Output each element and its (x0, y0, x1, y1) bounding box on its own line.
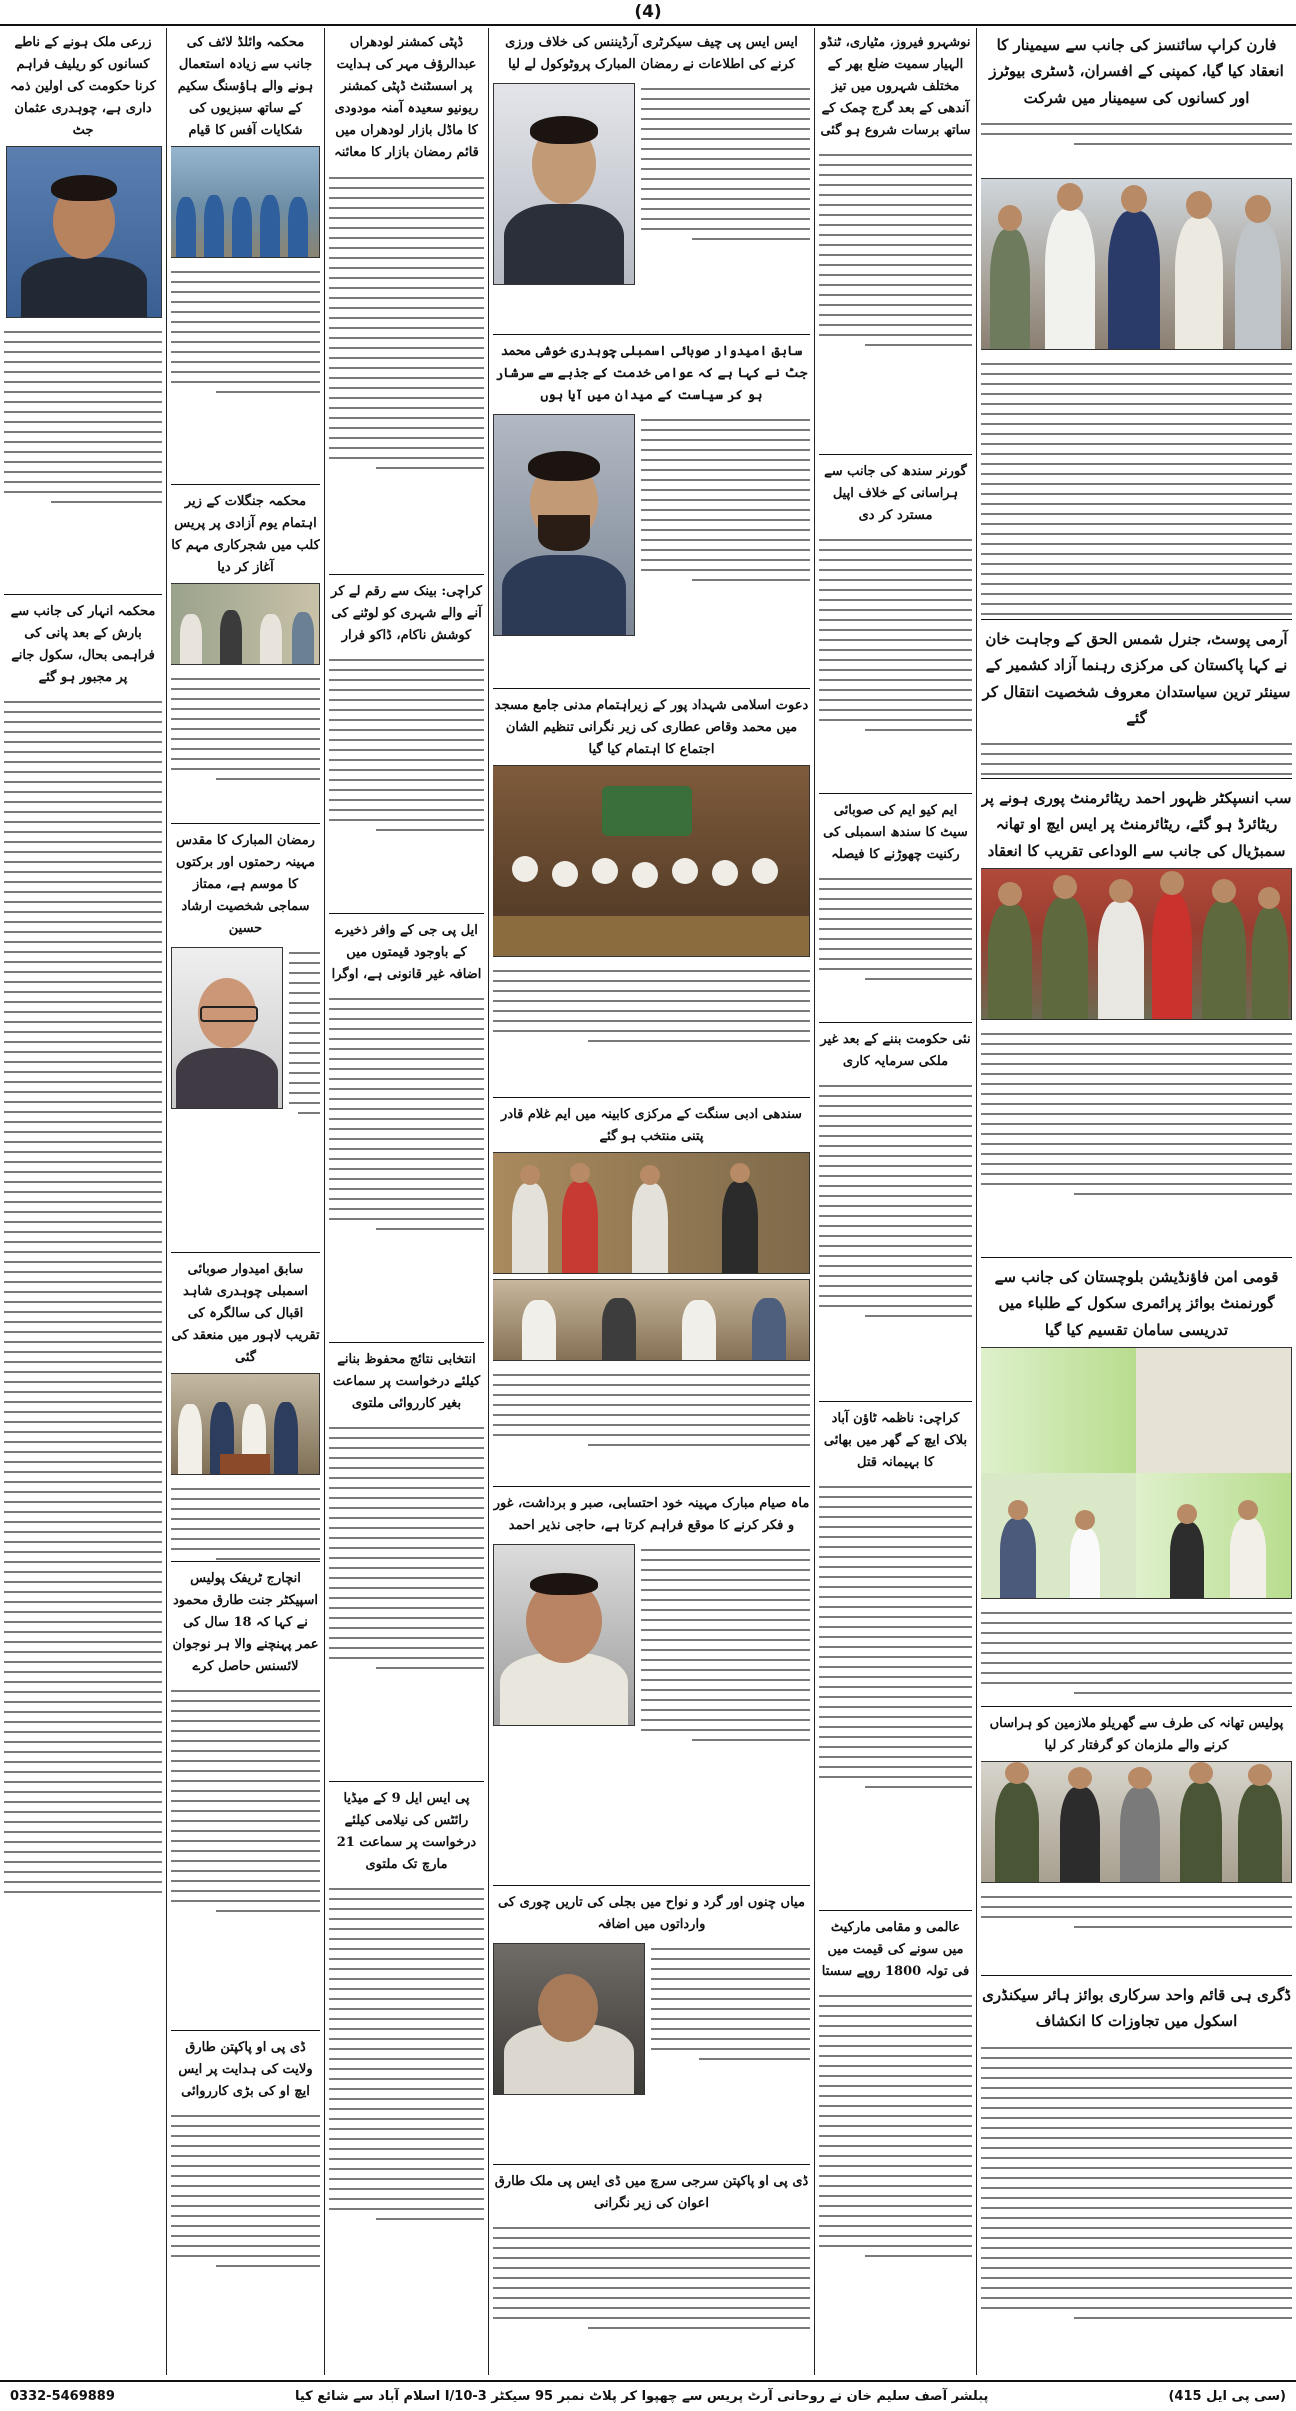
story (819, 30, 972, 455)
headline: انتخابی نتائج محفوظ بنانے کیلئے درخواست پر سماعت بغیر کارروائی ملتوی (332, 1352, 481, 1412)
headline: سابق امیدوار صوبائی اسمبلی چوہدری خوشی محمد جٹ نے کہا ہے کہ عوامی خدمت کے جذبے سے سرشار ہو کر سیاست کے میدان میں آیا ہوں (495, 344, 808, 404)
story (981, 624, 1292, 779)
article-body (651, 1940, 810, 2120)
photo-collage (981, 1347, 1292, 1599)
headline: ماہ صیام مبارک مہینہ خود احتسابی، صبر و برداشت، غور و فکر کرنے کا موقع فراہم کرتا ہے، حاجی نذیر احمد (493, 1496, 810, 1534)
story (819, 459, 972, 794)
column-6 (0, 28, 166, 2375)
article-body (819, 1478, 972, 1898)
headline: محکمہ وائلڈ لائف کی جانب سے زیادہ استعمال ہونے والے ہاؤسنگ سکیم کے ساتھ سبزیوں کی شکایات آفس کا قیام (177, 35, 314, 139)
article-body (329, 169, 484, 569)
story (171, 828, 320, 1253)
headline: زرعی ملک ہونے کے ناطے کسانوں کو ریلیف فراہم کرنا حکومت کی اولین ذمہ داری ہے، چوہدری عثمان جٹ (10, 35, 156, 139)
story (4, 599, 162, 2303)
column-2 (814, 28, 976, 2375)
headline: سب انسپکٹر ظہور احمد ریٹائرمنٹ پوری ہونے پر ریٹائرڈ ہو گئے، ریٹائرمنٹ پر ایس ایچ او تھانہ سمبڑیال کی جانب سے الوداعی تقریب کا انعقاد (981, 789, 1292, 860)
footer (0, 2385, 1296, 2407)
column-4 (324, 28, 488, 2375)
headline: نوشہرو فیروز، مٹیاری، ٹنڈو الہیار سمیت ضلع بھر کے مختلف شہروں میں تیز آندھی کے بعد گرج چمک کے ساتھ برسات شروع ہو گئی (820, 35, 971, 139)
footer-imprint: پبلشر آصف سلیم خان نے روحانی آرٹ پریس سے چھپوا کر پلاٹ نمبر 95 سیکٹر 3-I/10 اسلام آباد سے شائع کیا (294, 2388, 989, 2404)
photo (171, 1373, 320, 1475)
headline: رمضان المبارک کا مقدس مہینہ رحمتوں اور برکتوں کا موسم ہے، ممتاز سماجی شخصیت ارشاد حسین (176, 833, 315, 937)
article-body (981, 355, 1292, 620)
portrait-photo (493, 1544, 635, 1726)
article-body (171, 670, 320, 824)
headline: ڈپٹی کمشنر لودھراں عبدالرؤف مہر کی ہدایت پر اسسٹنٹ ڈپٹی کمشنر ریونیو سعیدہ آمنہ مودودی کا ماڈل بازار لودھراں میں قائم رمضان بازار کا معائنہ (334, 35, 479, 161)
headline: دعوت اسلامی شہداد پور کے زیراہتمام مدنی جامع مسجد میں محمد وقاص عطاری کی زیر نگرانی تنظیم الشان اجتماع کا اہتمام کیا گیا (494, 698, 809, 758)
story (329, 30, 484, 575)
story (329, 579, 484, 914)
story (819, 1027, 972, 1402)
article-body (171, 1682, 320, 2022)
article-body (171, 1480, 320, 1562)
headline: ایس ایس پی چیف سیکرٹری آرڈیننس کی خلاف ورزی کرنے کی اطلاعات نے رمضان المبارک پروٹوکول لے لیا (505, 35, 798, 73)
footer-rule (0, 2380, 1296, 2382)
article-body (981, 1888, 1292, 1948)
headline: ڈی پی او پاکپتن سرجی سرچ میں ڈی ایس پی ملک طارق اعوان کی زیر نگرانی (494, 2174, 809, 2212)
story (981, 1262, 1292, 1707)
page-number: (4) (634, 2, 662, 22)
story (4, 30, 162, 595)
photo (981, 178, 1292, 350)
photo-collage (493, 1152, 810, 1274)
headline: ایل پی جی کے وافر ذخیرے کے باوجود قیمتوں میں اضافہ غیر قانونی ہے، اوگرا (331, 923, 482, 983)
headline: انچارج ٹریفک پولیس اسپیکٹر جنت طارق محمود نے کہا کہ 18 سال کی عمر پہنچنے والا ہر نوجوان لائسنس حاصل کرے (172, 1571, 319, 1675)
portrait-photo (493, 83, 635, 285)
article-body (329, 1419, 484, 1769)
photo (171, 146, 320, 258)
headline: فارن کراپ سائنسز کی جانب سے سیمینار کا انعقاد کیا گیا، کمپنی کے افسران، ڈسٹری بیوٹرز اور کسانوں کی سیمینار میں شرکت (989, 36, 1284, 107)
headline: سابق امیدوار صوبائی اسمبلی چوہدری شاہد اقبال کی سالگرہ کی تقریب لاہور میں منعقد کی گئی (171, 1262, 320, 1366)
portrait-photo (171, 947, 283, 1109)
article-body (981, 1025, 1292, 1225)
article-body (493, 962, 810, 1082)
headline: محکمہ انہار کی جانب سے بارش کے بعد پانی کی فراہمی بحال، سکول جانے پر مجبور ہو گئے (10, 604, 156, 686)
story (171, 1257, 320, 1562)
article-body (641, 1541, 810, 1841)
story (819, 1915, 972, 2375)
story (981, 1711, 1292, 1976)
article-body (493, 2219, 810, 2375)
photo-collage (171, 583, 320, 665)
article-body (819, 1987, 972, 2375)
story (493, 1890, 810, 2165)
article-body (4, 323, 162, 595)
article-body (493, 1366, 810, 1476)
article-body (171, 263, 320, 443)
story (171, 1566, 320, 2031)
article-body (329, 990, 484, 1330)
article-body (981, 2039, 1292, 2359)
article-body (4, 693, 162, 2293)
column-5 (166, 28, 324, 2375)
article-body (819, 1077, 972, 1377)
story (171, 2035, 320, 2375)
photo (493, 1943, 645, 2095)
headline: عالمی و مقامی مارکیٹ میں سونے کی قیمت میں فی تولہ 1800 روپے سستا (821, 1920, 970, 1980)
article-body (641, 411, 810, 651)
column-1 (976, 28, 1296, 2375)
story (171, 30, 320, 485)
article-body (819, 146, 972, 386)
headline: پی ایس ایل 9 کے میڈیا رائٹس کی نیلامی کیلئے درخواست پر سماعت 21 مارچ تک ملتوی (336, 1791, 477, 1873)
headline: قومی امن فاؤنڈیشن بلوچستان کی جانب سے گورنمنٹ بوائز پرائمری سکول کے طلباء میں تدریسی سامان تقسیم کیا گیا (994, 1268, 1279, 1339)
portrait-photo (493, 414, 635, 636)
photo (493, 765, 810, 957)
headline: میاں چنوں اور گرد و نواح میں بجلی کی تاریں چوری کی وارداتوں میں اضافہ (498, 1895, 805, 1933)
headline: ایم کیو ایم کی صوبائی سیٹ کا سندھ اسمبلی کی رکنیت چھوڑنے کا فیصلہ (823, 803, 968, 863)
story (493, 693, 810, 1098)
article-body (171, 2107, 320, 2347)
headline: سندھی ادبی سنگت کے مرکزی کابینہ میں ایم غلام قادر پتنی منتخب ہو گئے (501, 1107, 802, 1145)
article-body (819, 531, 972, 781)
top-rule (0, 24, 1296, 26)
story (493, 339, 810, 689)
headline: ڈی پی او پاکپتن طارق ولایت کی ہدایت پر ایس ایچ او کی بڑی کارروائی (178, 2040, 313, 2100)
photo (493, 1279, 810, 1361)
article-body (981, 115, 1292, 175)
story (171, 489, 320, 824)
story (329, 1786, 484, 2375)
story (493, 30, 810, 335)
story (981, 783, 1292, 1258)
headline: گورنر سندھ کی جانب سے ہراسانی کے خلاف اپیل مسترد کر دی (824, 464, 967, 524)
footer-phone: 0332-5469889 (10, 2388, 115, 2404)
article-body (329, 651, 484, 901)
story (329, 1347, 484, 1782)
story (981, 1980, 1292, 2364)
headline: نئی حکومت بننے کے بعد غیر ملکی سرمایہ کاری (820, 1032, 971, 1070)
story (493, 1102, 810, 1487)
footer-code: (سی پی ایل 415) (1168, 2388, 1286, 2404)
article-body (981, 1604, 1292, 1707)
columns (0, 28, 1296, 2375)
article-body (289, 944, 320, 1224)
story (981, 30, 1292, 620)
headline: آرمی پوسٹ، جنرل شمس الحق کے وجاہت خان نے کہا پاکستان کی مرکزی رہنما آزاد کشمیر کے سینئر ترین سیاستدان معروف شخصیت انتقال کر گئے (982, 630, 1291, 727)
article-body (981, 735, 1292, 779)
story (493, 2169, 810, 2375)
article-body (819, 870, 972, 1010)
photo (981, 1761, 1292, 1883)
story (329, 918, 484, 1343)
headline: پولیس تھانہ کی طرف سے گھریلو ملازمین کو ہراساں کرنے والے ملزمان کو گرفتار کر لیا (989, 1716, 1284, 1754)
headline: محکمہ جنگلات کے زیر اہتمام یوم آزادی پر پریس کلب میں شجرکاری مہم کا آغاز کر دیا (171, 494, 320, 576)
article-body (329, 1880, 484, 2375)
story (819, 798, 972, 1023)
column-3 (488, 28, 814, 2375)
article-body (641, 80, 810, 300)
headline: کراچی: بینک سے رقم لے کر آنے والے شہری کو لوٹنے کی کوشش ناکام، ڈاکو فرار (331, 584, 482, 644)
story (819, 1406, 972, 1911)
photo (981, 868, 1292, 1020)
headline: ڈگری ہی قائم واحد سرکاری بوائز ہائر سیکنڈری اسکول میں تجاوزات کا انکشاف (982, 1986, 1291, 2031)
headline: کراچی: ناظمہ ٹاؤن آباد بلاک ایچ کے گھر میں بھائی کا بہیمانہ قتل (823, 1411, 968, 1471)
story (493, 1491, 810, 1886)
portrait-photo (6, 146, 162, 318)
